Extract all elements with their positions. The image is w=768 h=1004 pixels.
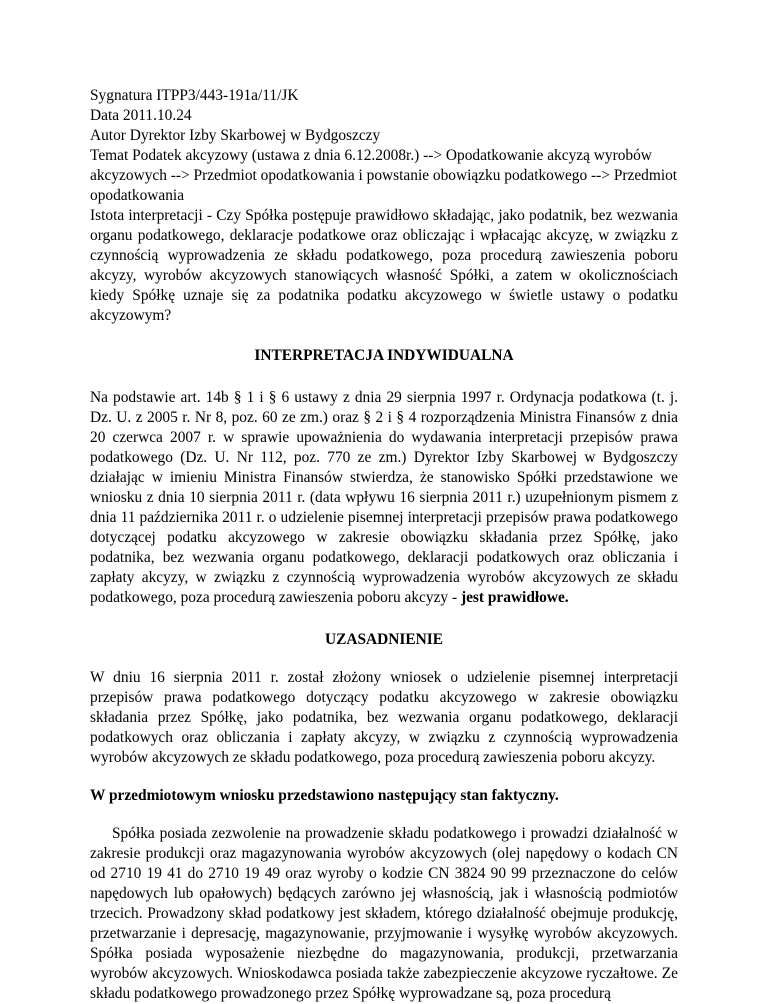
interpretation-text: Na podstawie art. 14b § 1 i § 6 ustawy z dnia 29 sierpnia 1997 r. Ordynacja podatkowa (t. j. Dz. U. z 2005 r. Nr 8, poz. 60 ze zm.) oraz § 2 i § 4 rozporządzenia Ministra Finansów z dnia 20 czerwca 2007 r. w sprawie upoważnienia do wydawania interpretacji przepisów prawa podatkowego (Dz. U. Nr 112, poz. 770 ze zm.) Dyrektor Izby Skarbowej w Bydgoszczy działając w imieniu Ministra Finansów stwierdza, że stanowisko Spółki przedstawione we wniosku z dnia 10 sierpnia 2011 r. (data wpływu 16 sierpnia 2011 r.) uzupełnionym pismem z dnia 11 października 2011 r. o udzielenie pisemnej interpretacji przepisów prawa podatkowego dotyczącej podatku akcyzowego w zakresie obowiązku składania przez Spółkę, jako podatnika, bez wezwania organu podatkowego, deklaracji podatkowych oraz obliczania i zapłaty akcyzy, w związku z czynnością wyprowadzenia wyrobów akcyzowych ze składu podatkowego, poza procedurą zawieszenia poboru akcyzy - — [90, 389, 678, 606]
topic-line: Temat Podatek akcyzowy (ustawa z dnia 6.12.2008r.) --> Opodatkowanie akcyzą wyrobów akcyzowych --> Przedmiot opodatkowania i powstanie obowiązku podatkowego --> Przedmiot opodatkowania — [90, 147, 678, 204]
document-body — [90, 346, 678, 1004]
facts-paragraph: Spółka posiada zezwolenie na prowadzenie składu podatkowego i prowadzi działalność w zakresie produkcji oraz magazynowania wyrobów akcyzowych (olej napędowy o kodach CN od 2710 19 41 do 2710 19 49 oraz wyroby o kodzie CN 3824 90 99 przeznaczone do celów napędowych lub opałowych) będących zarówno jej własnością, jak i własnością podmiotów trzecich. Prowadzony skład podatkowy jest składem, którego działalność obejmuje produkcję, przetwarzanie i depresację, magazynowanie, przyjmowanie i wysyłkę wyrobów akcyzowych. Spółka posiada wyposażenie niezbędne do magazynowania, produkcji, przetwarzania wyrobów akcyzowych. Wnioskodawca posiada także zabezpieczenie akcyzowe ryczałtowe. Ze składu podatkowego prowadzonego przez Spółkę wyprowadzane są, poza procedurą — [90, 825, 678, 1002]
justification-paragraph: W dniu 16 sierpnia 2011 r. został złożony wniosek o udzielenie pisemnej interpretacji przepisów prawa podatkowego dotyczący podatku akcyzowego w zakresie obowiązku składania przez Spółkę, jako podatnika, bez wezwania organu podatkowego, deklaracji podatkowych oraz obliczania i zapłaty akcyzy, w związku z czynnością wyprowadzenia wyrobów akcyzowych ze składu podatkowego, poza procedurą zawieszenia poboru akcyzy. — [90, 669, 678, 766]
date-line: Data 2011.10.24 — [90, 107, 192, 124]
signature-line: Sygnatura ITPP3/443-191a/11/JK — [90, 87, 299, 104]
interpretation-heading: INTERPRETACJA INDYWIDUALNA — [254, 347, 514, 364]
essence-paragraph: Istota interpretacji - Czy Spółka postępuje prawidłowo składając, jako podatnik, bez wezwania organu podatkowego, deklaracje podatkowe oraz obliczając i wpłacając akcyzę, w związku z czynnością wyprowadzenia ze składu podatkowego, poza procedurą zawieszenia poboru akcyzy, wyrobów akcyzowych stanowiących własność Spółki, a zatem w okolicznościach kiedy Spółkę uznaje się za podatnika podatku akcyzowego w świetle ustawy o podatku akcyzowym? — [90, 207, 678, 324]
author-line: Autor Dyrektor Izby Skarbowej w Bydgoszczy — [90, 127, 381, 144]
facts-heading: W przedmiotowym wniosku przedstawiono następujący stan faktyczny. — [90, 787, 559, 804]
interpretation-verdict: jest prawidłowe. — [460, 589, 569, 606]
document-page — [90, 86, 678, 1004]
document-metadata — [90, 86, 678, 326]
justification-heading: UZASADNIENIE — [324, 631, 444, 648]
interpretation-paragraph — [90, 388, 678, 608]
